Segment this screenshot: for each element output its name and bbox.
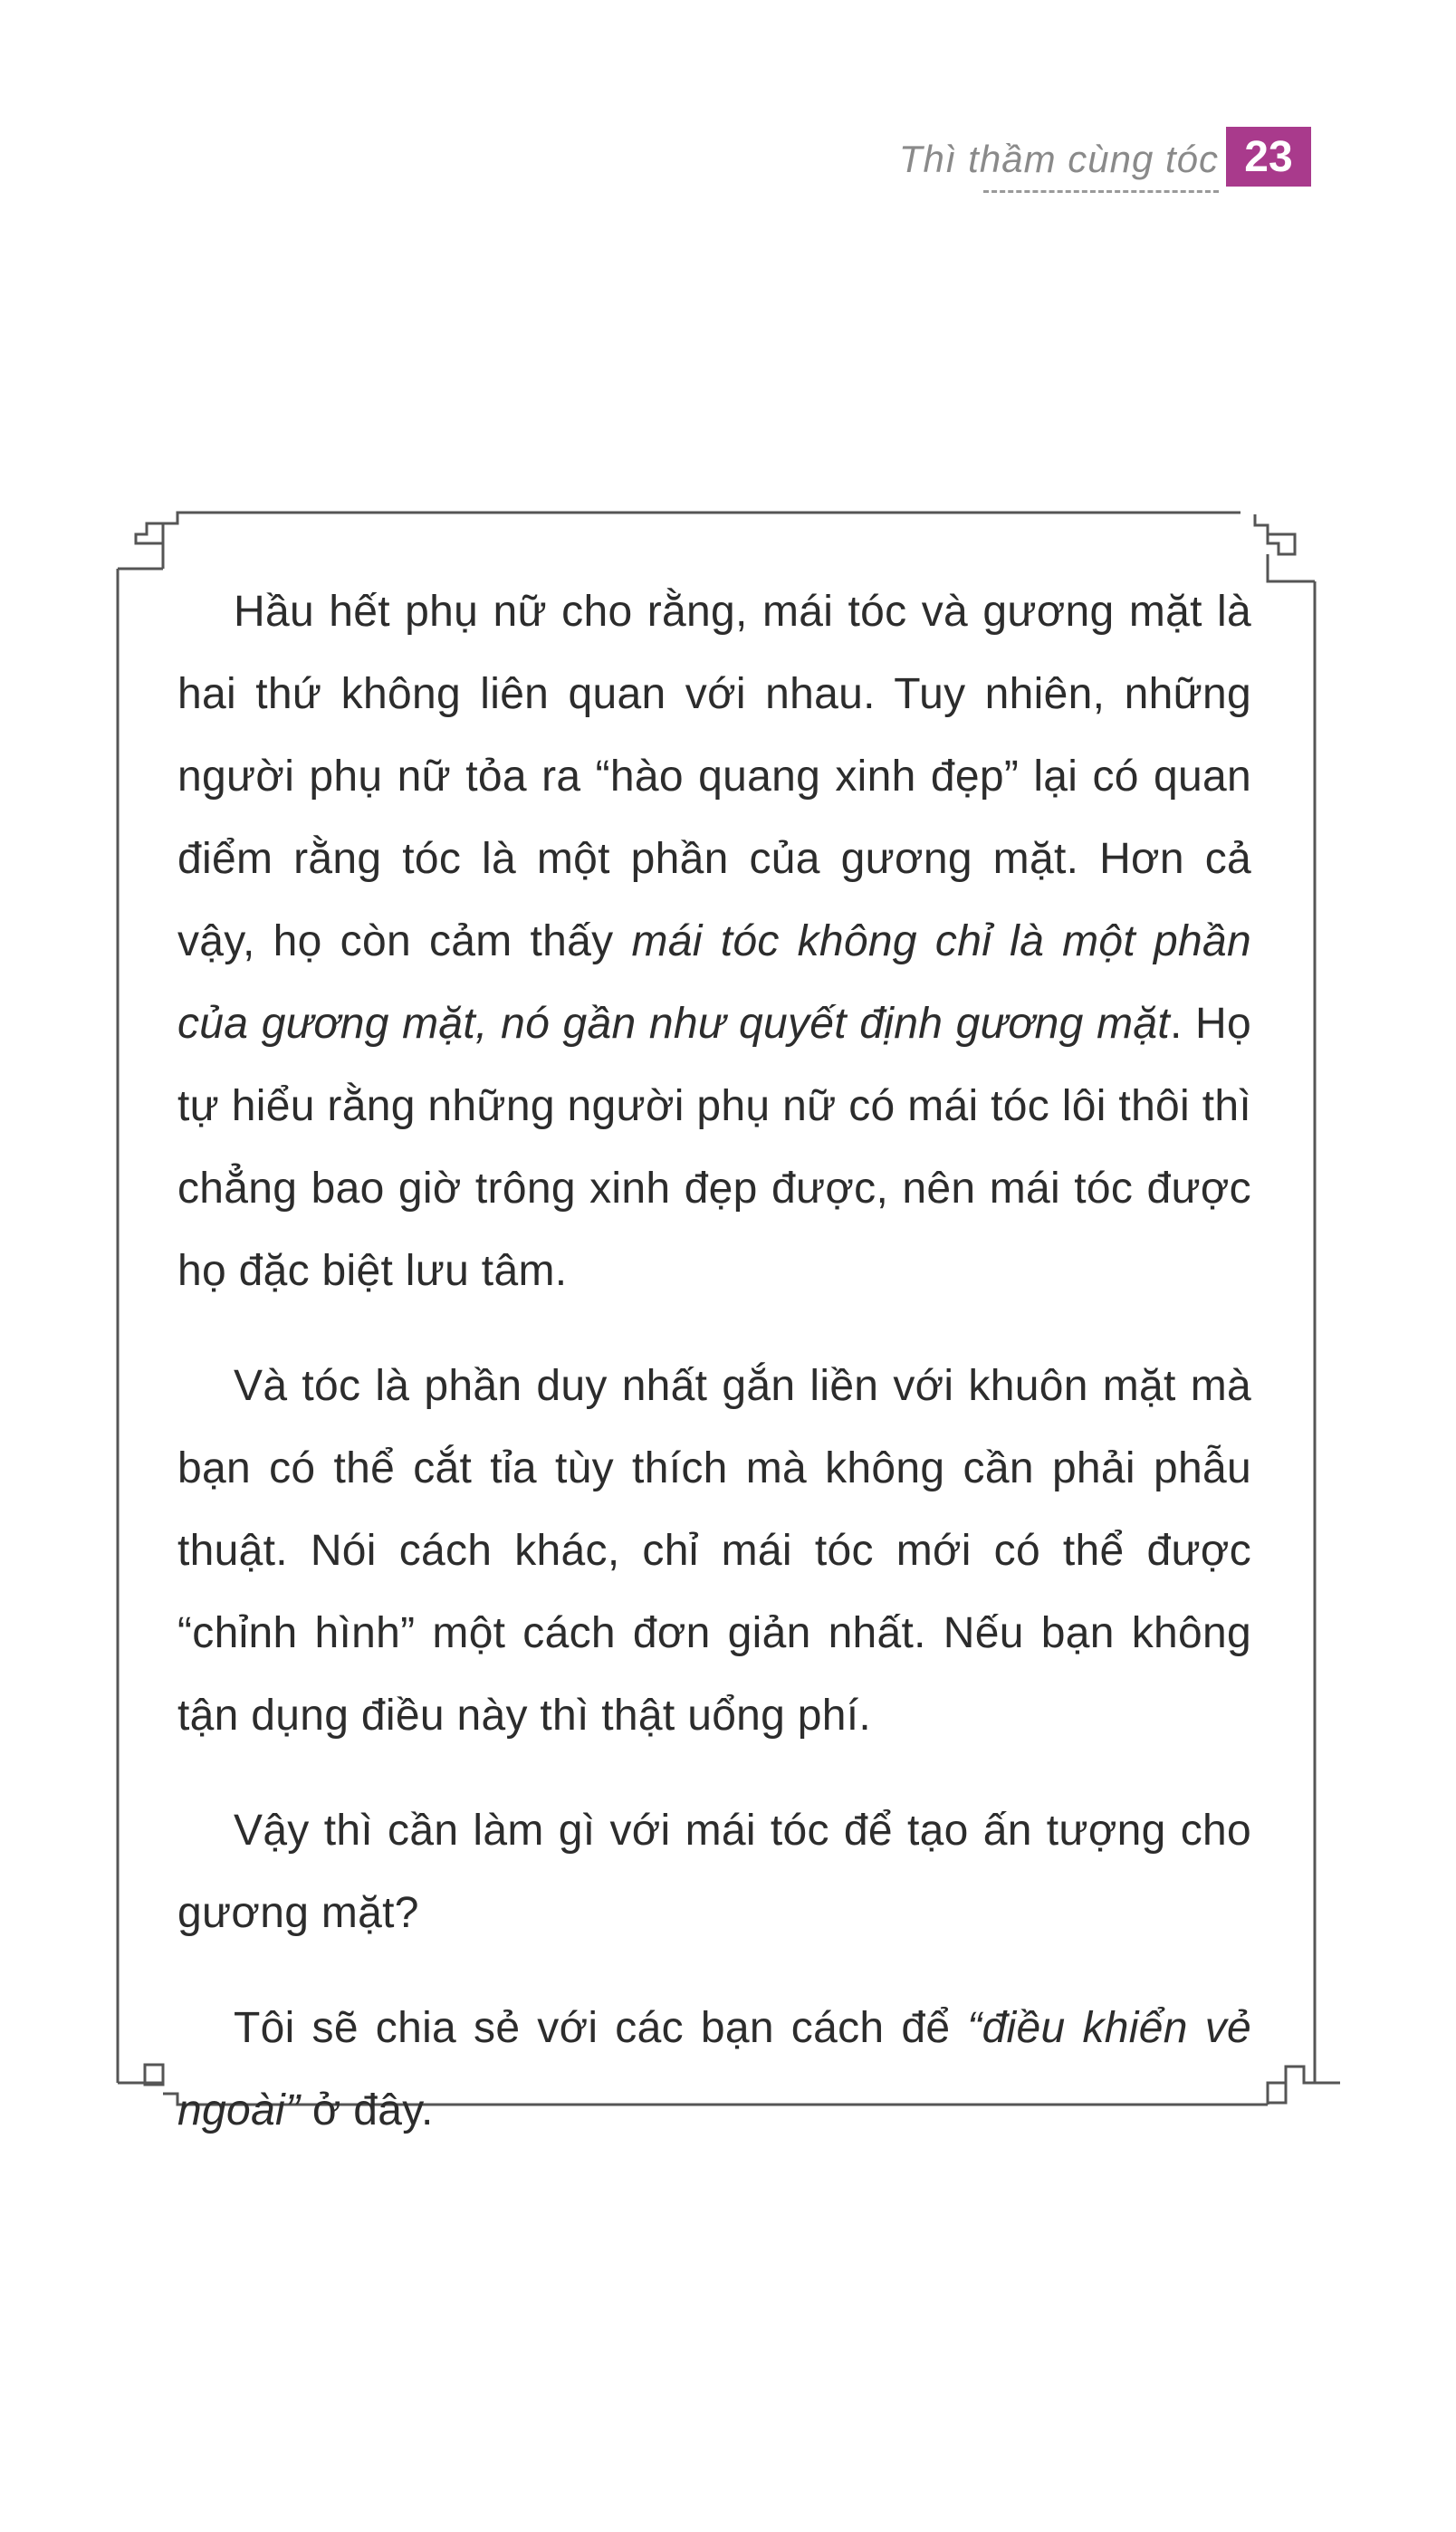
- page-number: 23: [1244, 132, 1293, 181]
- frame-corner-top-left: [136, 513, 1240, 569]
- body-text: [177, 571, 1251, 2184]
- paragraph-4-part-1: Tôi sẽ chia sẻ với các bạn cách để: [234, 2004, 968, 2052]
- paragraph-1: [177, 571, 1251, 1312]
- paragraph-1-part-3: . Họ tự hiểu rằng những người phụ nữ có mái tóc lôi thôi thì chẳng bao giờ trông xinh đẹp được, nên mái tóc được họ đặc biệt lưu tâm.: [177, 1000, 1251, 1295]
- paragraph-4-italic: “điều khiển vẻ ngoài”: [177, 2004, 1251, 2134]
- paragraph-2: Và tóc là phần duy nhất gắn liền với khuôn mặt mà bạn có thể cắt tỉa tùy thích mà không cần phải phẫu thuật. Nói cách khác, chỉ mái tóc mới có thể được “chỉnh hình” một cách đơn giản nhất. Nếu bạn không tận dụng điều này thì thật uổng phí.: [177, 1362, 1251, 1740]
- paragraph-1-italic: mái tóc không chỉ là một phần của gương mặt, nó gần như quyết định gương mặt: [177, 917, 1252, 1048]
- paragraph-4-part-3: ở đây.: [300, 2086, 434, 2134]
- frame-corner-bottom-right: [1268, 2067, 1340, 2105]
- paragraph-3: Vậy thì cần làm gì với mái tóc để tạo ấn tượng cho gương mặt?: [177, 1807, 1251, 1937]
- chapter-title: Thì thầm cùng tóc: [898, 138, 1219, 180]
- paragraph-1-part-1: Hầu hết phụ nữ cho rằng, mái tóc và gương mặt là hai thứ không liên quan với nhau. Tuy nhiên, những người phụ nữ tỏa ra “hào quang xinh đẹp” lại có quan điểm rằng tóc là một phần của gương mặt. Hơn cả vậy, họ còn cảm thấy: [177, 588, 1251, 965]
- paragraph-4: [177, 1987, 1251, 2152]
- frame-corner-top-right: [1255, 514, 1315, 581]
